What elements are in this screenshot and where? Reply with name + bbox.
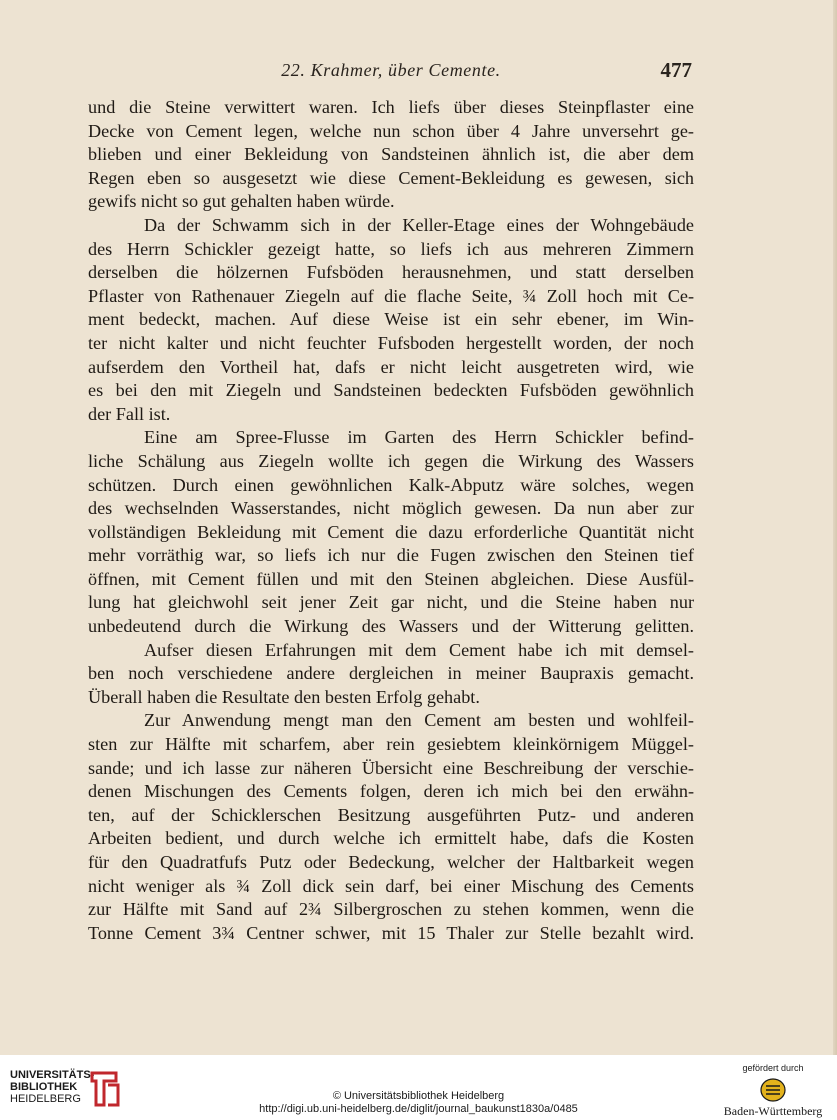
- text-line: schützen. Durch einen gewöhnlichen Kalk-Abputz wäre solches, wegen: [88, 474, 694, 495]
- text-line: aufserdem den Vortheil hat, dafs er nicht leicht ausgetreten wird, wie: [88, 356, 694, 377]
- text-line: sande; und ich lasse zur näheren Übersicht eine Beschreibung der verschie-: [88, 757, 694, 778]
- page-edge-shadow: [833, 0, 837, 1055]
- text-line: ten, auf der Schicklerschen Besitzung ausgeführten Putz- und anderen: [88, 804, 694, 825]
- funder-name: Baden-Württemberg: [723, 1104, 823, 1118]
- running-title: 22. Krahmer, über Cemente.: [281, 60, 501, 80]
- text-line: öffnen, mit Cement füllen und mit den Steinen abgleichen. Diese Ausfül-: [88, 568, 694, 589]
- text-line: der Fall ist.: [88, 403, 171, 424]
- text-line: vollständigen Bekleidung mit Cement die dazu erforderliche Quantität nicht: [88, 521, 694, 542]
- library-name-line3: HEIDELBERG: [10, 1093, 81, 1105]
- text-line: für den Quadratfufs Putz oder Bedeckung, welcher der Haltbarkeit wegen: [88, 852, 694, 872]
- text-line: derselben die hölzernen Fufsböden herausnehmen, und statt derselben: [88, 262, 694, 283]
- text-line: des Herrn Schickler gezeigt hatte, so liefs ich aus mehreren Zimmern: [88, 238, 694, 259]
- text-line: Zur Anwendung mengt man den Cement am besten und wohlfeil-: [144, 710, 694, 731]
- library-name-line1: UNIVERSITÄTS-: [10, 1069, 95, 1081]
- text-line: mehr vorräthig war, so liefs ich nur die Fugen zwischen den Steinen tief: [88, 545, 694, 566]
- copyright-block: [0, 1090, 837, 1116]
- viewer-footer: [0, 1055, 837, 1120]
- text-line: Eine am Spree-Flusse im Garten des Herrn Schickler befind-: [144, 427, 694, 448]
- text-line: unbedeutend durch die Wirkung des Wassers und der Witterung gelitten.: [88, 616, 694, 637]
- text-line: ment bedeckt, machen. Auf diese Weise ist ein sehr ebener, im Win-: [88, 309, 694, 330]
- text-line: denen Mischungen des Cements folgen, deren ich mich bei den erwähn-: [88, 781, 694, 802]
- text-line: Da der Schwamm sich in der Keller-Etage eines der Wohngebäude: [144, 214, 694, 235]
- text-line: Tonne Cement 3¾ Centner schwer, mit 15 Thaler zur Stelle bezahlt wird.: [88, 922, 694, 943]
- text-line: blieben und einer Bekleidung von Sandsteinen ähnlich ist, die aber dem: [88, 144, 694, 165]
- text-line: Decke von Cement legen, welche nun schon über 4 Jahre unversehrt ge-: [88, 120, 694, 141]
- crest-icon: [759, 1077, 787, 1103]
- text-line: Regen eben so ausgesetzt wie diese Cement-Bekleidung es gewesen, sich: [88, 167, 694, 188]
- text-line: Arbeiten bedient, und durch welche ich ermittelt habe, dafs die Kosten: [88, 828, 694, 849]
- text-line: und die Steine verwittert waren. Ich liefs über dieses Steinpflaster eine: [88, 97, 694, 117]
- text-line: Pflaster von Rathenauer Ziegeln auf die flache Seite, ¾ Zoll hoch mit Ce-: [88, 285, 694, 306]
- text-line: Überall haben die Resultate den besten Erfolg gehabt.: [88, 686, 480, 707]
- text-line: zur Hälfte mit Sand auf 2¾ Silbergroschen zu stehen kommen, wenn die: [88, 899, 694, 920]
- text-line: es bei den mit Ziegeln und Sandsteinen bedeckten Fufsböden gewöhnlich: [88, 380, 694, 401]
- funded-by-label: gefördert durch: [742, 1063, 804, 1073]
- text-line: lung hat gleichwohl seit jener Zeit gar nicht, und die Steine haben nur: [88, 592, 694, 613]
- funder-logo[interactable]: [723, 1063, 823, 1119]
- text-line: sten zur Hälfte mit scharfem, aber rein gesiebtem kleinkörnigem Müggel-: [88, 734, 694, 755]
- text-line: liche Schälung aus Ziegeln wollte ich gegen die Wirkung des Wassers: [88, 450, 694, 471]
- page-number: 477: [660, 58, 692, 82]
- text-line: des wechselnden Wasserstandes, nicht möglich gewesen. Da nun aber zur: [88, 498, 694, 519]
- copyright-text: © Universitätsbibliothek Heidelberg: [332, 1090, 505, 1102]
- permalink[interactable]: http://digi.ub.uni-heidelberg.de/diglit/journal_baukunst1830a/0485: [259, 1103, 578, 1115]
- body-text: [88, 96, 694, 945]
- text-line: ter nicht kalter und nicht feuchter Fufsboden hergestellt worden, der noch: [88, 332, 694, 353]
- text-line: Aufser diesen Erfahrungen mit dem Cement habe ich mit demsel-: [144, 639, 694, 660]
- text-line: nicht weniger als ¾ Zoll dick sein darf, bei einer Mischung des Cements: [88, 875, 694, 896]
- text-line: gewifs nicht so gut gehalten haben würde.: [88, 191, 395, 212]
- running-head: [88, 58, 694, 86]
- library-name-line2: BIBLIOTHEK: [10, 1081, 78, 1093]
- text-line: ben noch verschiedene andere dergleichen in meiner Baupraxis gemacht.: [88, 663, 694, 684]
